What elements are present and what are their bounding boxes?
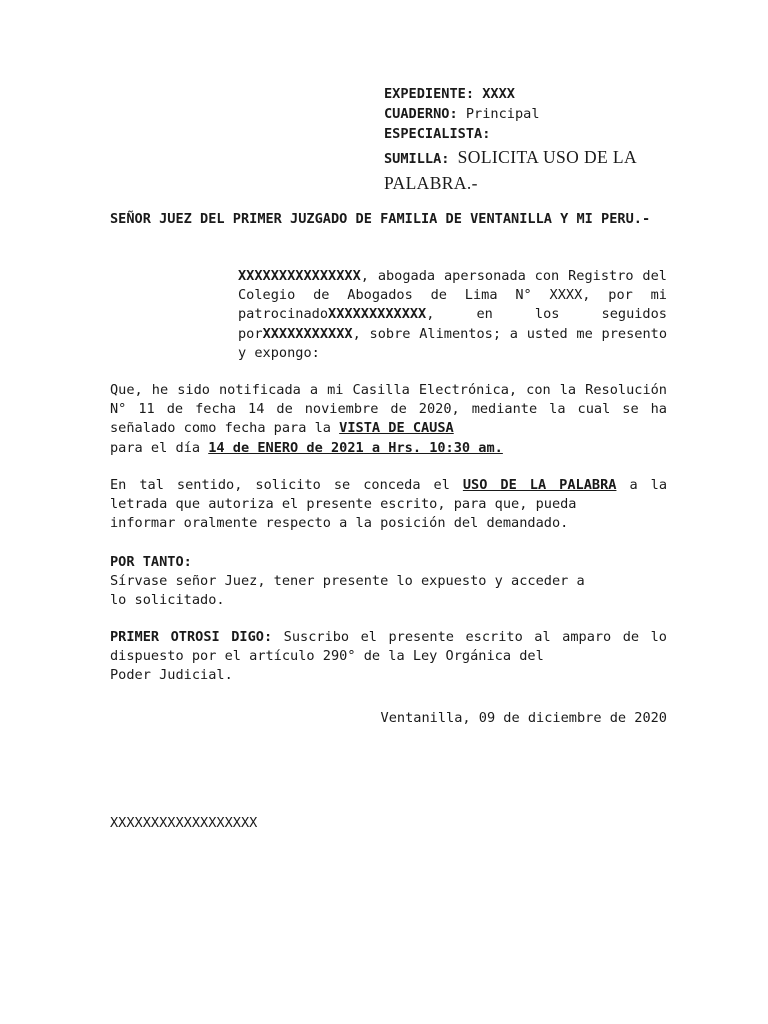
uso-de-la-palabra: USO DE LA PALABRA — [462, 477, 617, 493]
client-name: XXXXXXXXXXXX — [328, 306, 427, 323]
sumilla-value-line2: PALABRA.- — [384, 173, 478, 193]
cuaderno-line — [384, 104, 637, 124]
intro-text-2: , en los seguidos por — [238, 306, 667, 342]
paragraph-otrosi — [110, 628, 667, 686]
sumilla-line2 — [384, 172, 637, 196]
case-header — [384, 84, 637, 196]
sumilla-value-line1: SOLICITA USO DE LA — [457, 147, 638, 167]
date-line: Ventanilla, 09 de diciembre de 2020 — [380, 710, 667, 726]
signature-line: XXXXXXXXXXXXXXXXXX — [110, 815, 258, 831]
por-tanto-label: POR TANTO: — [110, 554, 192, 570]
cuaderno-label: CUADERNO: — [384, 106, 458, 122]
para2-text-1: En tal sentido, solicito se conceda el — [110, 477, 463, 493]
para2-text-3: informar oralmente respecto a la posición del demandado. — [110, 515, 569, 532]
intro-text-3: , sobre Alimentos; a usted me presento y expongo: — [238, 325, 667, 361]
lawyer-name: XXXXXXXXXXXXXXX — [238, 268, 361, 284]
especialista-line — [384, 124, 637, 144]
intro-paragraph — [238, 267, 667, 363]
otrosi-label: PRIMER OTROSI DIGO: — [110, 629, 273, 645]
para1-text-1: Que, he sido notificada a mi Casilla Electrónica, con la Resolución N° 11 de fecha 14 de noviembre de 2020, mediante la cual se ha señalado como fecha para la — [110, 382, 667, 437]
opposing-party: XXXXXXXXXXX — [262, 325, 353, 342]
otrosi-text-2: Poder Judicial. — [110, 667, 233, 684]
addressee: SEÑOR JUEZ DEL PRIMER JUZGADO DE FAMILIA DE VENTANILLA Y MI PERU.- — [110, 211, 651, 227]
sumilla-label: SUMILLA: — [384, 151, 450, 167]
especialista-label: ESPECIALISTA: — [384, 126, 491, 142]
paragraph-request — [110, 476, 667, 534]
por-tanto-text-2: lo solicitado. — [110, 592, 225, 609]
intro-text-1: , abogada apersonada con Registro del Colegio de Abogados de Lima N° XXXX, por mi patrocinado — [238, 268, 667, 323]
paragraph-notification — [110, 381, 667, 458]
sumilla-line — [384, 144, 637, 172]
expediente-value: XXXX — [482, 86, 515, 102]
otrosi-text-1: Suscribo el presente escrito al amparo de lo dispuesto por el artículo 290° de la Ley Orgánica del — [110, 629, 667, 665]
vista-de-causa: VISTA DE CAUSA — [339, 420, 454, 437]
para2-text-2: a la letrada que autoriza el presente escrito, para que, pueda — [110, 477, 667, 513]
por-tanto-text-1: Sírvase señor Juez, tener presente lo expuesto y acceder a — [110, 573, 585, 590]
hearing-date: 14 de ENERO de 2021 a Hrs. 10:30 am. — [208, 439, 503, 456]
paragraph-por-tanto — [110, 553, 667, 611]
expediente-line — [384, 84, 637, 104]
para1-text-2: para el día — [110, 439, 209, 456]
cuaderno-value: Principal — [465, 106, 540, 122]
expediente-label: EXPEDIENTE: — [384, 86, 475, 102]
